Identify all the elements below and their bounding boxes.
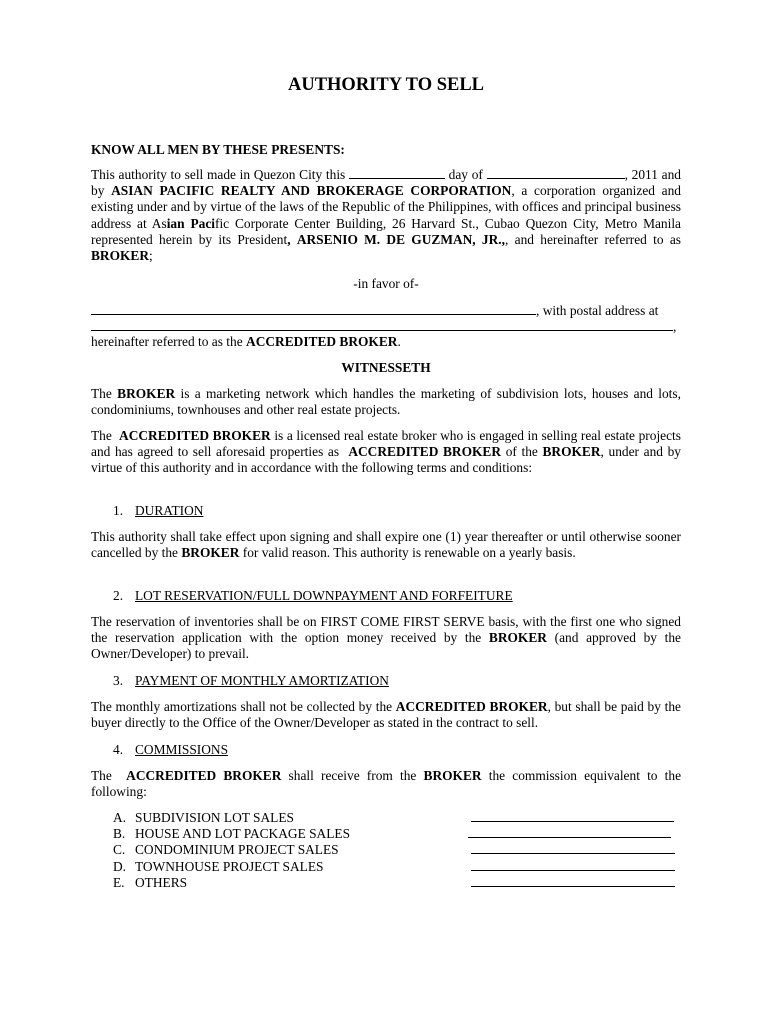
witnesseth-heading: WITNESSETH [341, 360, 431, 375]
commission-item: D. TOWNHOUSE PROJECT SALES [91, 859, 681, 875]
commission-blank [471, 870, 675, 871]
commission-list [91, 810, 681, 891]
broker-name-blank [91, 302, 536, 315]
commission-item: A. SUBDIVISION LOT SALES [91, 810, 681, 826]
commission-blank [471, 853, 675, 854]
commission-item: C. CONDOMINIUM PROJECT SALES [91, 842, 681, 858]
in-favor-of: -in favor of- [353, 276, 419, 291]
company-name: ASIAN PACIFIC REALTY AND BROKERAGE CORPORATION [111, 183, 512, 199]
postal-address-blank [91, 318, 673, 331]
section-4-heading: 4. COMMISSIONS [113, 742, 229, 757]
postal-line-2: , [91, 318, 681, 335]
section-2-text: The reservation of inventories shall be on FIRST COME FIRST SERVE basis, with the first one who signed the reservation application with the option money received by the BROKER (and approved by the Owner/Developer) to prevail. [91, 614, 681, 662]
day-blank [349, 166, 445, 179]
know-all-men-heading: KNOW ALL MEN BY THESE PRESENTS: [91, 142, 345, 157]
section-3-text: The monthly amortizations shall not be collected by the ACCREDITED BROKER, but shall be paid by the buyer directly to the Office of the Owner/Developer as stated in the contract to sell. [91, 699, 681, 731]
accredited-paragraph: The ACCREDITED BROKER is a licensed real estate broker who is engaged in selling real estate projects and has agreed to sell aforesaid properties as ACCREDITED BROKER of the BROKER, under and by virtue of this authority and in accordance with the following terms and conditions: [91, 428, 681, 476]
postal-line-1: , with postal address at [91, 302, 681, 319]
month-blank [487, 166, 625, 179]
commission-blank [471, 886, 675, 887]
section-1-heading: 1. DURATION [113, 503, 204, 518]
hereinafter-line: hereinafter referred to as the ACCREDITED BROKER. [91, 334, 401, 349]
commission-blank [468, 837, 671, 838]
commission-item: E. OTHERS [91, 875, 681, 891]
section-3-heading: 3. PAYMENT OF MONTHLY AMORTIZATION [113, 673, 389, 688]
intro-paragraph: This authority to sell made in Quezon City this day of , 2011 and by ASIAN PACIFIC REALTY AND BROKERAGE CORPORATION, a corporation organized and existing under and by virtue of the laws of the Republic of the Philippines, with offices and principal business address at Asian Pacific Corporate Center Building, 26 Harvard St., Cubao Quezon City, Metro Manila represented herein by its President, ARSENIO M. DE GUZMAN, JR.,, and hereinafter referred to as BROKER; [91, 167, 682, 264]
section-2-heading: 2. LOT RESERVATION/FULL DOWNPAYMENT AND FORFEITURE [113, 588, 513, 603]
document-title: AUTHORITY TO SELL [287, 75, 485, 95]
commission-item: B. HOUSE AND LOT PACKAGE SALES [91, 826, 681, 842]
president-name: ARSENIO M. DE GUZMAN, JR., [296, 231, 505, 247]
section-4-text: The ACCREDITED BROKER shall receive from the BROKER the commission equivalent to the following: [91, 768, 682, 800]
broker-paragraph: The BROKER is a marketing network which handles the marketing of subdivision lots, houses and lots, condominiums, townhouses and other real estate projects. [91, 386, 681, 418]
section-1-text: This authority shall take effect upon signing and shall expire one (1) year thereafter or until otherwise sooner cancelled by the BROKER for valid reason. This authority is renewable on a yearly basis. [91, 529, 681, 561]
commission-blank [471, 821, 674, 822]
